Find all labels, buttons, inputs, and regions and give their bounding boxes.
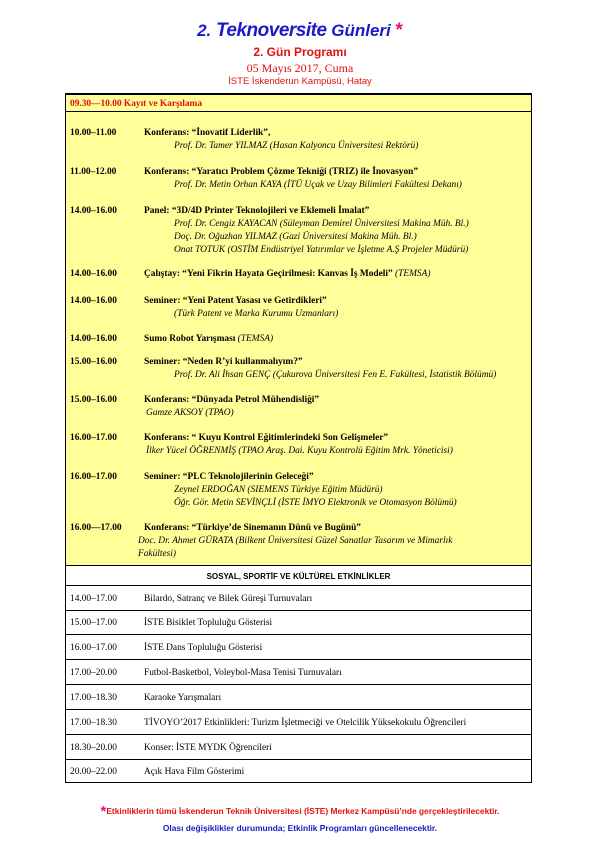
registration-label: Kayıt ve Karşılama <box>123 99 203 109</box>
session-speaker: Fakültesi) <box>138 549 177 559</box>
social-time: 18.30–20.00 <box>70 743 117 753</box>
social-desc: Açık Hava Film Gösterimi <box>144 767 245 777</box>
event-venue: İSTE İskenderun Kampüsü, Hatay <box>228 76 372 87</box>
session-time: 14.00–16.00 <box>70 296 117 306</box>
social-time: 15.00–17.00 <box>70 618 117 628</box>
social-desc: TİVOYO’2017 Etkinlikleri: Turizm İşletmeciği ve Otelcilik Yüksekokulu Öğrencileri <box>144 718 467 728</box>
session-title: Seminer: “Neden R’yi kullanmalıyım?” <box>144 357 303 367</box>
session-speaker: Onat TOTUK (OSTİM Endüstriyel Yatırımlar ve İşletme A.Ş Projeler Müdürü) <box>174 245 469 255</box>
session-title: Konferans: “İnovatif Liderlik”, <box>144 128 271 138</box>
session-speaker: Prof. Dr. Tamer YILMAZ (Hasan Kalyoncu Üniversitesi Rektörü) <box>174 141 419 151</box>
registration-time: 09.30—10.00 <box>70 99 122 109</box>
program-title <box>0 20 600 42</box>
session-title: Konferans: “Yaratıcı Problem Çözme Tekniği (TRIZ) ile İnovasyon” <box>144 167 419 177</box>
social-desc: İSTE Bisiklet Topluluğu Gösterisi <box>144 618 273 628</box>
session-time: 14.00–16.00 <box>70 334 117 344</box>
day-subtitle: 2. Gün Programı <box>253 45 347 59</box>
session-title: Konferans: “ Kuyu Kontrol Eğitimlerindeki Son Gelişmeler” <box>144 433 389 443</box>
session-host: (TEMSA) <box>395 269 431 279</box>
session-speaker: Gamze AKSOY (TPAO) <box>146 408 234 418</box>
session-speaker: Prof. Dr. Ali İhsan GENÇ (Çukurova Üniversitesi Fen E. Fakültesi, İstatistik Bölümü) <box>174 370 497 380</box>
session-title: Konferans: “Türkiye’de Sinemanın Dünü ve Bugünü” <box>144 523 361 533</box>
social-desc: Futbol-Basketbol, Voleybol-Masa Tenisi Turnuvaları <box>144 668 342 678</box>
session-time: 16.00–17.00 <box>70 433 117 443</box>
footnote-text: Etkinliklerin tümü İskenderun Teknik Üniversitesi (İSTE) Merkez Kampüsü’nde gerçekleştirilecektir. <box>106 806 500 816</box>
session-title: Seminer: “Yeni Patent Yasası ve Getirdikleri” <box>144 296 327 306</box>
session-time: 15.00–16.00 <box>70 357 117 367</box>
title-prefix: 2. <box>197 21 212 40</box>
session-title: Seminer: “PLC Teknolojilerinin Geleceği” <box>144 472 314 482</box>
social-time: 20.00–22.00 <box>70 767 117 777</box>
changes-footnote: Olası değişiklikler durumunda; Etkinlik Programları güncellenecektir. <box>162 823 438 833</box>
social-desc: İSTE Dans Topluluğu Gösterisi <box>144 643 263 653</box>
social-events-heading: SOSYAL, SPORTİF VE KÜLTÜREL ETKİNLİKLER <box>206 572 391 581</box>
session-title: Sumo Robot Yarışması <box>144 334 236 344</box>
session-title: Panel: “3D/4D Printer Teknolojileri ve Eklemeli İmalat” <box>144 206 370 216</box>
session-speaker: Doc. Dr. Ahmet GÜRATA (Bilkent Üniversitesi Güzel Sanatlar Tasarım ve Mimarlık <box>138 536 453 546</box>
session-title: Konferans: “Dünyada Petrol Mühendisliği” <box>144 395 320 405</box>
session-speaker: Prof. Dr. Cengiz KAYACAN (Süleyman Demirel Üniversitesi Makina Müh. Bl.) <box>174 219 469 229</box>
session-speaker: Zeynel ERDOĞAN (SIEMENS Türkiye Eğitim Müdürü) <box>174 485 383 495</box>
social-time: 17.00–18.30 <box>70 718 117 728</box>
session-speaker: İlker Yücel ÖĞRENMİŞ (TPAO Araş. Dai. Kuyu Kontrolü Eğitim Mrk. Yöneticisi) <box>146 446 453 456</box>
social-time: 17.00–20.00 <box>70 668 117 678</box>
social-desc: Karaoke Yarışmaları <box>144 693 222 703</box>
title-star: * <box>395 20 403 41</box>
program-table <box>65 93 532 783</box>
social-desc: Bilardo, Satranç ve Bilek Güreşi Turnuvaları <box>144 594 313 604</box>
session-speaker: Öğr. Gör. Metin SEVİNÇLİ (İSTE İMYO Elektronik ve Otomasyon Bölümü) <box>174 498 457 508</box>
session-time: 10.00–11.00 <box>70 128 117 138</box>
session-host: (TEMSA) <box>237 334 274 344</box>
event-date: 05 Mayıs 2017, Cuma <box>246 61 354 75</box>
session-time: 15.00–16.00 <box>70 395 117 405</box>
session-time: 16.00—17.00 <box>70 523 122 533</box>
venue-footnote <box>0 803 600 820</box>
session-time: 11.00–12.00 <box>70 167 117 177</box>
session-speaker: (Türk Patent ve Marka Kurumu Uzmanları) <box>174 309 339 319</box>
social-time: 17.00–18.30 <box>70 693 117 703</box>
session-title: Çalıştay: “Yeni Fikrin Hayata Geçirilmesi: Kanvas İş Modeli” <box>144 269 393 279</box>
session-speaker: Doç. Dr. Oğuzhan YILMAZ (Gazi Üniversitesi Makina Müh. Bl.) <box>174 232 417 242</box>
title-brand: Teknoversite <box>216 20 327 41</box>
session-speaker: Prof. Dr. Metin Orhan KAYA (İTÜ Uçak ve Uzay Bilimleri Fakültesi Dekanı) <box>174 180 462 190</box>
title-suffix: Günleri <box>331 21 391 40</box>
social-desc: Konser: İSTE MYDK Öğrencileri <box>144 743 272 753</box>
session-time: 16.00–17.00 <box>70 472 117 482</box>
social-time: 16.00–17.00 <box>70 643 117 653</box>
social-time: 14.00–17.00 <box>70 594 117 604</box>
footnote-star: * <box>100 803 107 820</box>
session-time: 14.00–16.00 <box>70 206 117 216</box>
session-time: 14.00–16.00 <box>70 269 117 279</box>
